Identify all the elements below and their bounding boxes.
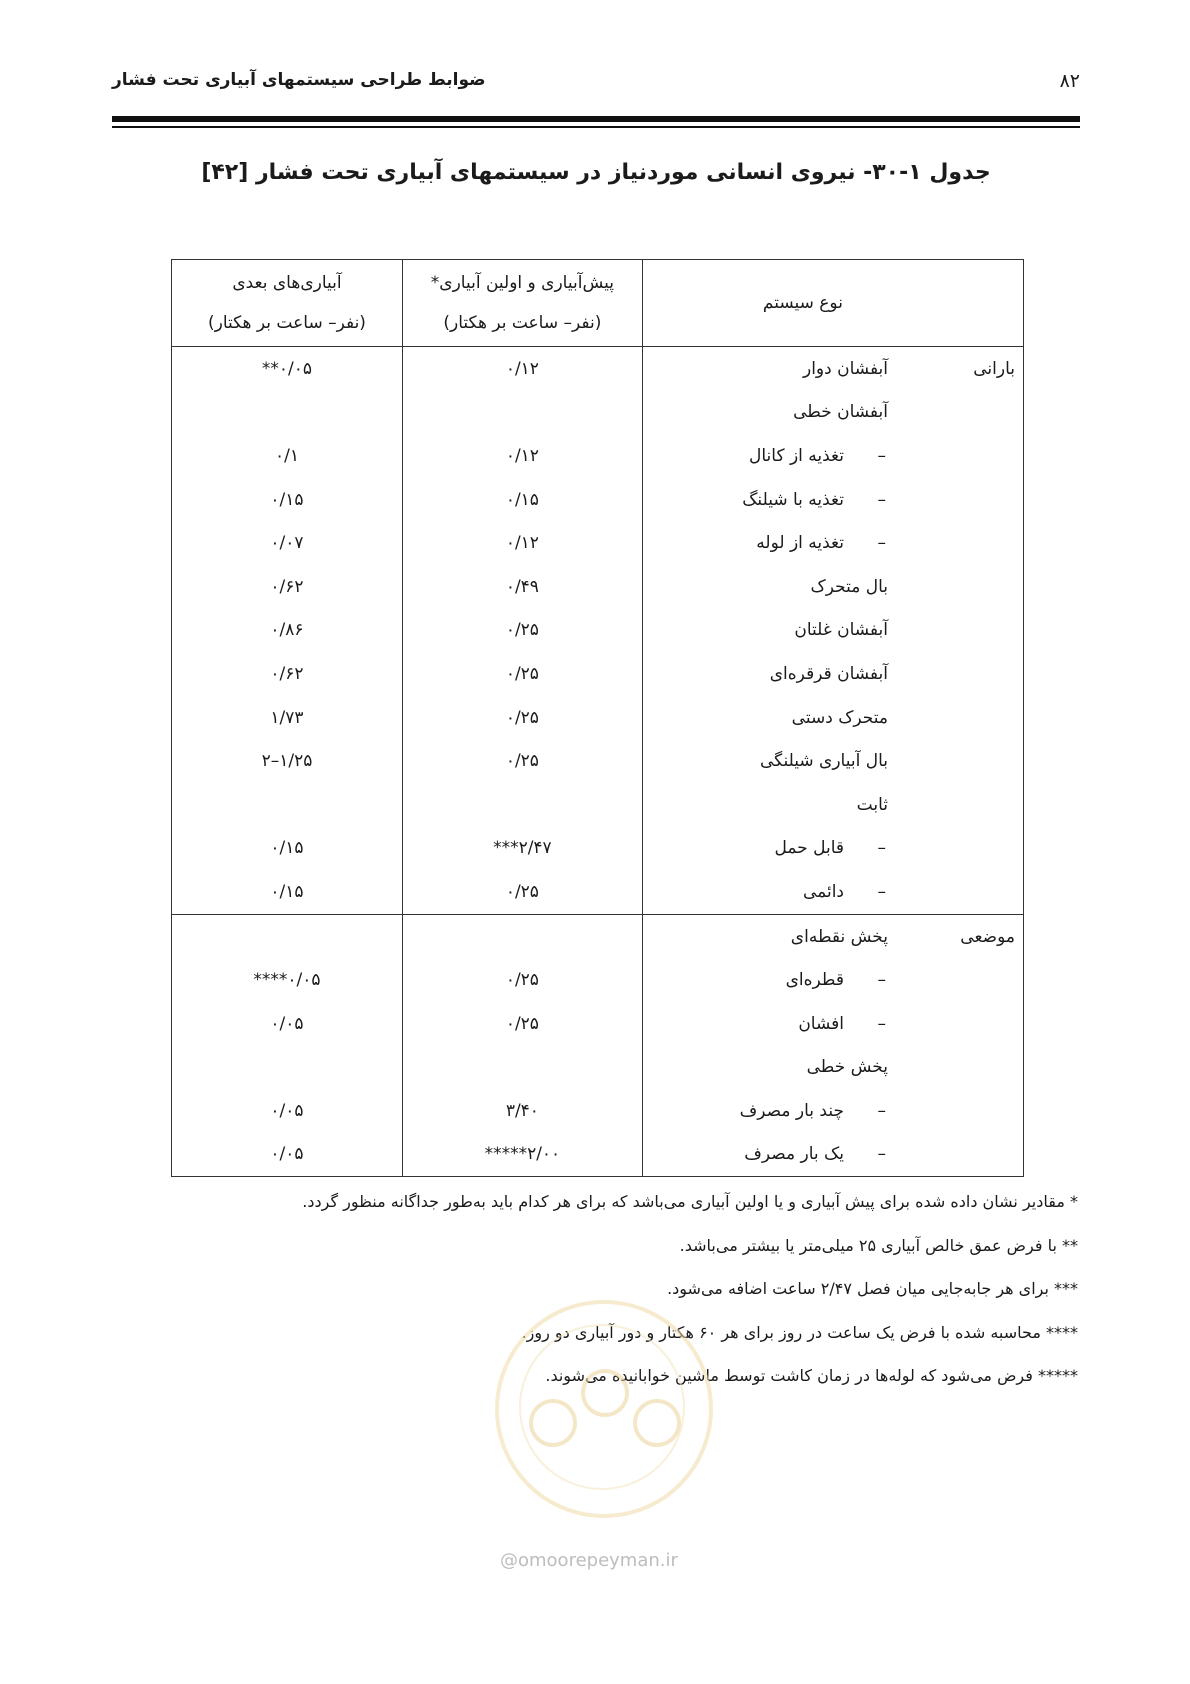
system-label-text: دائمی bbox=[802, 881, 844, 902]
cell-first-irrigation bbox=[402, 914, 642, 958]
system-label bbox=[803, 359, 888, 379]
cell-system-type bbox=[642, 1046, 1023, 1090]
sub-item-dash: – bbox=[877, 1144, 886, 1165]
system-label bbox=[794, 620, 888, 640]
cell-first-irrigation bbox=[402, 1046, 642, 1090]
cell-system-type bbox=[642, 391, 1023, 435]
cell-system-type bbox=[642, 609, 1023, 653]
system-category: بارانی bbox=[973, 358, 1015, 379]
cell-system-type bbox=[642, 914, 1023, 958]
table-row bbox=[172, 652, 1024, 696]
system-label-text: افشان bbox=[798, 1013, 844, 1034]
cell-next-irrigations: ۱/۷۳ bbox=[270, 707, 304, 728]
cell-system-type bbox=[642, 478, 1023, 522]
cell-next-irrigations bbox=[172, 1046, 403, 1090]
cell-next-irrigations: ۰/۰۷ bbox=[270, 533, 304, 554]
cell-first-irrigation: ۰/۲۵ bbox=[402, 652, 642, 696]
cell-system-type bbox=[642, 783, 1023, 827]
cell-system-type bbox=[642, 434, 1023, 478]
system-label bbox=[749, 446, 886, 466]
page-number: ۸۲ bbox=[1059, 70, 1080, 92]
table-row bbox=[172, 1089, 1024, 1133]
system-label bbox=[774, 838, 886, 858]
table-row bbox=[172, 609, 1024, 653]
cell-next-irrigations: ۰/۱۵ bbox=[270, 881, 304, 902]
cell-first-irrigation bbox=[402, 391, 642, 435]
header-rule-thin bbox=[112, 126, 1080, 128]
table-row bbox=[172, 914, 1024, 958]
cell-first-irrigation: ۰/۲۵ bbox=[402, 696, 642, 740]
cell-first-irrigation: ۰/۲۵ bbox=[402, 870, 642, 914]
table-row bbox=[172, 565, 1024, 609]
table-row bbox=[172, 1046, 1024, 1090]
manpower-table bbox=[171, 259, 1024, 1177]
cell-first-irrigation: ۰/۴۹ bbox=[402, 565, 642, 609]
cell-first-irrigation: ۳/۴۰ bbox=[402, 1089, 642, 1133]
sub-item-dash: – bbox=[877, 970, 886, 991]
system-label-text: آبفشان غلتان bbox=[794, 620, 888, 641]
system-label-text: بال آبیاری شیلنگی bbox=[759, 751, 888, 772]
cell-system-type bbox=[642, 827, 1023, 871]
table-row bbox=[172, 1002, 1024, 1046]
header-rule-thick bbox=[112, 116, 1080, 122]
cell-next-irrigations bbox=[172, 783, 403, 827]
cell-system-type bbox=[642, 521, 1023, 565]
sub-item-dash: – bbox=[877, 881, 886, 902]
sub-item-dash: – bbox=[877, 489, 886, 510]
header-system-type: نوع سیستم bbox=[642, 260, 1023, 347]
system-label-text: تغذیه از لوله bbox=[756, 533, 844, 554]
system-label bbox=[792, 708, 888, 728]
system-label-text: پخش نقطه‌ای bbox=[790, 926, 888, 947]
table-row bbox=[172, 783, 1024, 827]
system-label-text: تغذیه با شیلنگ bbox=[742, 489, 844, 510]
system-label-text: پخش خطی bbox=[806, 1057, 888, 1078]
cell-first-irrigation: ۰/۲۵ bbox=[402, 958, 642, 1002]
table-row bbox=[172, 347, 1024, 391]
cell-next-irrigations: ۰/۸۶ bbox=[270, 620, 304, 641]
header-next-line1: آبیاری‌های بعدی bbox=[232, 273, 342, 293]
page-header bbox=[112, 70, 1080, 100]
cell-system-type bbox=[642, 870, 1023, 914]
system-label bbox=[791, 927, 888, 947]
table-row bbox=[172, 391, 1024, 435]
cell-first-irrigation: ۰/۱۲ bbox=[402, 434, 642, 478]
cell-next-irrigations: ۰/۶۲ bbox=[270, 576, 304, 597]
header-first-line2: (نفر– ساعت بر هکتار) bbox=[443, 313, 602, 333]
header-first-line1: پیش‌آبیاری و اولین آبیاری* bbox=[430, 273, 614, 293]
header-next-line2: (نفر– ساعت بر هکتار) bbox=[208, 313, 366, 333]
cell-next-irrigations: ۰/۶۲ bbox=[270, 663, 304, 684]
system-label-text: یک بار مصرف bbox=[744, 1144, 844, 1165]
cell-first-irrigation: ۰/۲۵ bbox=[402, 1002, 642, 1046]
sub-item-dash: – bbox=[877, 1013, 886, 1034]
sub-item-dash: – bbox=[877, 445, 886, 466]
cell-first-irrigation bbox=[402, 783, 642, 827]
cell-first-irrigation: ۰/۱۲ bbox=[402, 347, 642, 391]
system-label bbox=[807, 1057, 888, 1077]
system-label-text: تغذیه از کانال bbox=[749, 445, 844, 466]
watermark-seal-logo bbox=[495, 1300, 713, 1518]
table-row bbox=[172, 696, 1024, 740]
cell-system-type bbox=[642, 739, 1023, 783]
system-label bbox=[756, 533, 886, 553]
system-label bbox=[857, 795, 888, 815]
cell-system-type bbox=[642, 1002, 1023, 1046]
cell-system-type bbox=[642, 1089, 1023, 1133]
cell-system-type bbox=[642, 958, 1023, 1002]
cell-first-irrigation: ۰/۱۵ bbox=[402, 478, 642, 522]
table-row bbox=[172, 434, 1024, 478]
gear-icon bbox=[581, 1369, 629, 1417]
table-row bbox=[172, 1133, 1024, 1177]
system-label bbox=[740, 1101, 886, 1121]
cell-next-irrigations: ۰/۰۵**** bbox=[253, 970, 321, 991]
table-row bbox=[172, 478, 1024, 522]
watermark-url: @omoorepeyman.ir bbox=[500, 1550, 678, 1571]
cell-first-irrigation: ۰/۲۵ bbox=[402, 609, 642, 653]
system-label bbox=[798, 1014, 886, 1034]
running-title: ضوابط طراحی سیستمهای آبیاری تحت فشار bbox=[112, 70, 486, 90]
gear-icon bbox=[633, 1399, 681, 1447]
system-label bbox=[744, 1144, 886, 1164]
system-label bbox=[811, 577, 888, 597]
system-label-text: چند بار مصرف bbox=[739, 1100, 844, 1121]
cell-system-type bbox=[642, 1133, 1023, 1177]
system-label-text: متحرک دستی bbox=[791, 707, 888, 728]
system-label-text: آبفشان خطی bbox=[793, 402, 888, 423]
cell-system-type bbox=[642, 347, 1023, 391]
header-next-irrigations bbox=[172, 260, 403, 347]
system-category: موضعی bbox=[960, 926, 1015, 947]
system-label-text: قطره‌ای bbox=[785, 970, 844, 991]
cell-first-irrigation: ۰/۲۵ bbox=[402, 739, 642, 783]
system-label-text: آبفشان قرقره‌ای bbox=[769, 663, 888, 684]
cell-system-type bbox=[642, 696, 1023, 740]
cell-next-irrigations: ۱/۲۵–۲ bbox=[261, 751, 313, 772]
footnote-4: **** محاسبه شده با فرض یک ساعت در روز برای هر ۶۰ هکتار و دور آبیاری دو روز. bbox=[521, 1322, 1078, 1342]
table-row bbox=[172, 521, 1024, 565]
sub-item-dash: – bbox=[877, 533, 886, 554]
cell-next-irrigations: ۰/۰۵ bbox=[270, 1013, 304, 1034]
cell-next-irrigations: ۰/۰۵ bbox=[270, 1100, 304, 1121]
table-caption: جدول ۱-۳۰- نیروی انسانی موردنیاز در سیستمهای آبیاری تحت فشار [۴۲] bbox=[201, 160, 991, 185]
cell-next-irrigations: ۰/۰۵ bbox=[270, 1144, 304, 1165]
cell-next-irrigations bbox=[172, 914, 403, 958]
sub-item-dash: – bbox=[877, 1100, 886, 1121]
footnote-2: ** با فرض عمق خالص آبیاری ۲۵ میلی‌متر یا بیشتر می‌باشد. bbox=[679, 1235, 1078, 1255]
cell-next-irrigations: ۰/۱ bbox=[274, 445, 299, 466]
table-row bbox=[172, 827, 1024, 871]
system-label bbox=[786, 970, 886, 990]
system-label bbox=[770, 664, 888, 684]
cell-first-irrigation: ۲/۴۷*** bbox=[402, 827, 642, 871]
footnote-3: *** برای هر جابه‌جایی میان فصل ۲/۴۷ ساعت اضافه می‌شود. bbox=[667, 1279, 1078, 1298]
cell-system-type bbox=[642, 565, 1023, 609]
sub-item-dash: – bbox=[877, 838, 886, 859]
cell-system-type bbox=[642, 652, 1023, 696]
cell-next-irrigations: ۰/۰۵** bbox=[261, 358, 313, 379]
system-label bbox=[793, 402, 888, 422]
system-label-text: بال متحرک bbox=[810, 576, 888, 597]
table-row bbox=[172, 870, 1024, 914]
cell-first-irrigation: ۲/۰۰***** bbox=[402, 1133, 642, 1177]
header-first-irrigation bbox=[402, 260, 642, 347]
system-label-text: آبفشان دوار bbox=[803, 358, 888, 379]
table-row bbox=[172, 958, 1024, 1002]
cell-next-irrigations: ۰/۱۵ bbox=[270, 838, 304, 859]
cell-next-irrigations: ۰/۱۵ bbox=[270, 489, 304, 510]
system-label-text: ثابت bbox=[856, 794, 888, 815]
system-label bbox=[760, 751, 888, 771]
footnote-1: * مقادیر نشان داده شده برای پیش آبیاری و یا اولین آبیاری می‌باشد که برای هر کدام باید به‌طور جداگانه منظور گردد. bbox=[302, 1192, 1078, 1211]
table-header-row bbox=[172, 260, 1024, 347]
cell-first-irrigation: ۰/۱۲ bbox=[402, 521, 642, 565]
system-label-text: قابل حمل bbox=[774, 838, 844, 859]
cell-next-irrigations bbox=[172, 391, 403, 435]
footnote-5: ***** فرض می‌شود که لوله‌ها در زمان کاشت توسط ماشین خوابانیده می‌شوند. bbox=[545, 1366, 1078, 1385]
gear-icon bbox=[529, 1399, 577, 1447]
table-row bbox=[172, 739, 1024, 783]
system-label bbox=[803, 882, 886, 902]
system-label bbox=[742, 490, 886, 510]
